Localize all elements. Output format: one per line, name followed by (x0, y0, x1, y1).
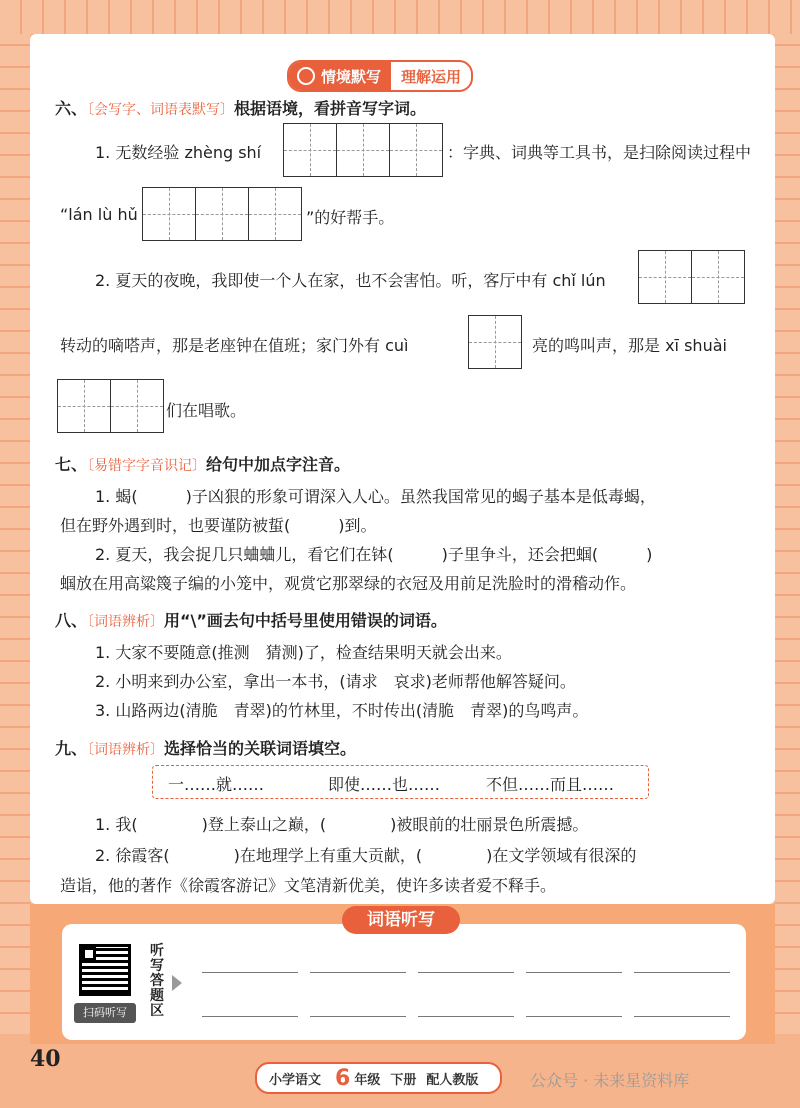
sec8-line2: 2. 小明来到办公室，拿出一本书，(请求 哀求)老师帮他解答疑问。 (95, 672, 576, 691)
tianzige-chilun[interactable] (638, 250, 745, 304)
tianzige-zhengshi[interactable] (283, 123, 443, 177)
sec6-line2a: “lán lù hǔ (60, 205, 138, 224)
sec7-title: 七、〔易错字字音识记〕给句中加点字注音。 (55, 455, 351, 474)
book-info: 小学语文 6 年级 下册 配人教版 (255, 1062, 502, 1094)
dictation-vertical-label: 听写答题区 (150, 943, 164, 1019)
sec9-title: 九、〔词语辨析〕选择恰当的关联词语填空。 (55, 739, 357, 758)
choice-2: 即使……也…… (328, 775, 441, 794)
answer-line[interactable] (418, 1016, 514, 1017)
tianzige-lanluhu[interactable] (142, 187, 302, 241)
arrow-right-icon (172, 975, 182, 991)
page-number: 40 (30, 1046, 61, 1072)
dictation-title: 词语听写 (342, 906, 460, 934)
answer-line[interactable] (310, 972, 406, 973)
answer-line[interactable] (634, 1016, 730, 1017)
tianzige-xishuai[interactable] (57, 379, 164, 433)
sec7-line1: 1. 蝎( )子凶狠的形象可谓深入人心。虽然我国常见的蝎子基本是低毒蝎， (95, 487, 656, 506)
sec6-line1a: 1. 无数经验 zhèng shí (95, 143, 262, 162)
sec6-title: 六、〔会写字、词语表默写〕根据语境，看拼音写字词。 (55, 99, 427, 118)
answer-line[interactable] (418, 972, 514, 973)
answer-line[interactable] (526, 1016, 622, 1017)
answer-line[interactable] (634, 972, 730, 973)
top-border (0, 0, 800, 34)
choice-1: 一……就…… (168, 775, 265, 794)
answer-line[interactable] (310, 1016, 406, 1017)
tianzige-cui[interactable] (468, 315, 522, 369)
choice-3: 不但……而且…… (486, 775, 615, 794)
sec7-line4: 蝈放在用高粱篾子编的小笼中，观赏它那翠绿的衣冠及用前足洗脸时的滑稽动作。 (60, 574, 637, 593)
answer-line[interactable] (526, 972, 622, 973)
sec9-line2: 2. 徐霞客( )在地理学上有重大贡献，( )在文学领域有很深的 (95, 846, 637, 865)
sec6-line3a: 2. 夏天的夜晚，我即使一个人在家，也不会害怕。听，客厅中有 chǐ lún (95, 271, 606, 290)
sec6-line4b: 亮的鸣叫声，那是 xī shuài (532, 336, 727, 355)
qr-code[interactable] (79, 944, 131, 996)
sec7-line3: 2. 夏天，我会捉几只蛐蛐儿，看它们在钵( )子里争斗，还会把蝈( ) (95, 545, 653, 564)
pen-icon (297, 67, 315, 85)
answer-line[interactable] (202, 1016, 298, 1017)
sec8-title: 八、〔词语辨析〕用“\”画去句中括号里使用错误的词语。 (55, 611, 447, 630)
watermark: 公众号 · 未来星资料库 (530, 1071, 690, 1090)
sec8-line1: 1. 大家不要随意(推测 猜测)了，检查结果明天就会出来。 (95, 643, 512, 662)
section-header-tag (287, 60, 473, 92)
sec8-line3: 3. 山路两边(清脆 青翠)的竹林里，不时传出(清脆 青翠)的鸟鸣声。 (95, 701, 589, 720)
sec6-line2b: ”的好帮手。 (306, 208, 395, 227)
tag-left: 情境默写 (321, 67, 382, 86)
sec6-line5a: 们在唱歌。 (166, 401, 247, 420)
sec7-line2: 但在野外遇到时，也要谨防被蜇( )到。 (60, 516, 377, 535)
sec6-line4a: 转动的嘀嗒声，那是老座钟在值班；家门外有 cuì (60, 336, 409, 355)
right-border (775, 34, 800, 1034)
tag-right: 理解运用 (401, 67, 462, 86)
answer-line[interactable] (202, 972, 298, 973)
left-border (0, 34, 30, 1034)
sec6-line1b: ：字典、词典等工具书，是扫除阅读过程中 (447, 143, 752, 162)
qr-label: 扫码听写 (74, 1003, 136, 1023)
sec9-line3: 造诣，他的著作《徐霞客游记》文笔清新优美，使许多读者爱不释手。 (60, 876, 557, 895)
sec9-line1: 1. 我( )登上泰山之巅，( )被眼前的壮丽景色所震撼。 (95, 815, 589, 834)
